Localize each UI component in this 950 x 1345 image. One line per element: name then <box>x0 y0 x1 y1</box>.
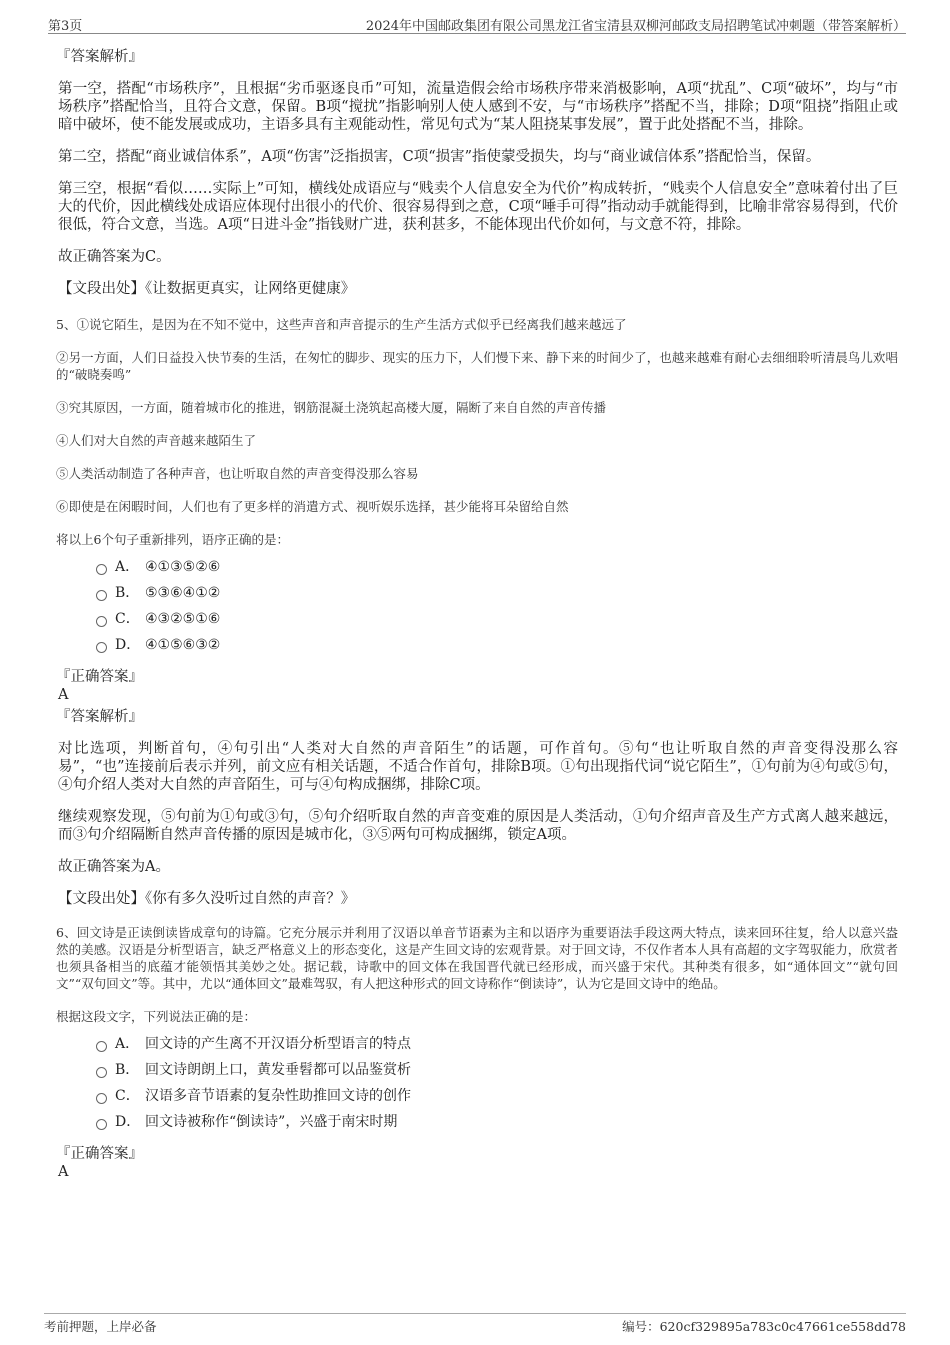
correct-answer: A <box>58 687 69 703</box>
source-citation: 【文段出处】《你有多久没听过自然的声音？》 <box>58 891 356 907</box>
q6-option-b[interactable]: B． 回文诗朗朗上口，黄发垂髫都可以品鉴赏析 <box>96 1061 898 1079</box>
q5-options <box>96 558 898 654</box>
q6-passage: 6、回文诗是正读倒读皆成章句的诗篇。它充分展示并利用了汉语以单音节语素为主和以语序为重要语法手段这两大特点，读来回环往复，给人以意兴盎然的美感。汉语是分析型语言，缺乏严格意义上的形态变化，这是产生回文诗的宏观背景。对于回文诗，不仅作者本人具有高超的文字驾驭能力，欣赏者也须具备相当的底蕴才能领悟其美妙之处。据记载，诗歌中的回文体在我国晋代就已经形成，而兴盛于宋代。其种类有很多，如“通体回文”“就句回文”“双句回文”等。其中，尤以“通体回文”最难驾驭，有人把这种形式的回文诗称作“倒读诗”，认为它是回文诗中的绝品。 <box>56 925 898 991</box>
q6-option-c[interactable]: C． 汉语多音节语素的复杂性助推回文诗的创作 <box>96 1087 898 1105</box>
q6-option-d[interactable]: D． 回文诗被称作“倒读诗”，兴盛于南宋时期 <box>96 1113 898 1131</box>
radio-icon[interactable] <box>96 1093 107 1104</box>
q5-sentence-3: ③究其原因，一方面，随着城市化的推进，钢筋混凝土浇筑起高楼大厦，隔断了来自自然的声音传播 <box>56 400 607 415</box>
page-footer <box>44 1313 906 1337</box>
analysis-label: 『答案解析』 <box>56 709 143 725</box>
q5-sentence-5: ⑤人类活动制造了各种声音，也让听取自然的声音变得没那么容易 <box>56 466 419 481</box>
q5-option-c[interactable]: C． ④③②⑤①⑥ <box>96 610 898 628</box>
q5-sentence-6: ⑥即使是在闲暇时间，人们也有了更多样的消遣方式、视听娱乐选择，甚少能将耳朵留给自然 <box>56 499 569 514</box>
correct-answer-label: 『正确答案』 <box>56 669 143 685</box>
q6-option-a[interactable]: A． 回文诗的产生离不开汉语分析型语言的特点 <box>96 1035 898 1053</box>
q5-sentence-2: ②另一方面，人们日益投入快节奏的生活，在匆忙的脚步、现实的压力下，人们慢下来、静下来的时间少了，也越来越难有耐心去细细聆听清晨鸟儿欢唱的“破晓奏鸣” <box>56 350 898 382</box>
analysis-paragraph: 第二空，搭配“商业诚信体系”，A项“伤害”泛指损害，C项“损害”指使蒙受损失，均与“商业诚信体系”搭配恰当，保留。 <box>58 149 821 165</box>
q5-sentence-1: 5、①说它陌生，是因为在不知不觉中，这些声音和声音提示的生产生活方式似乎已经离我们越来越远了 <box>56 317 627 332</box>
radio-icon[interactable] <box>96 590 107 601</box>
q5-option-d[interactable]: D． ④①⑤⑥③② <box>96 636 898 654</box>
q6-options <box>96 1035 898 1131</box>
analysis-label: 『答案解析』 <box>56 49 143 65</box>
q6-question: 根据这段文字，下列说法正确的是： <box>56 1009 257 1024</box>
analysis-conclusion: 故正确答案为C。 <box>58 249 171 265</box>
footer-slogan: 考前押题，上岸必备 <box>44 1319 157 1334</box>
source-citation: 【文段出处】《让数据更真实，让网络更健康》 <box>58 281 356 297</box>
page-header <box>48 13 906 34</box>
radio-icon[interactable] <box>96 642 107 653</box>
document-id: 编号：620cf329895a783c0c47661ce558dd78 <box>622 1319 906 1334</box>
analysis-paragraph: 继续观察发现，⑤句前为①句或③句，⑤句介绍听取自然的声音变难的原因是人类活动，①句介绍声音及生产方式离人越来越远，而③句介绍隔断自然声音传播的原因是城市化，③⑤两句可构成捆绑，锁定A项。 <box>58 809 898 843</box>
analysis-paragraph: 第三空，根据“看似……实际上”可知，横线处成语应与“贱卖个人信息安全为代价”构成转折，“贱卖个人信息安全”意味着付出了巨大的代价，因此横线处成语应体现付出很小的代价、很容易得到之意，C项“唾手可得”指动动手就能得到，比喻非常容易得到，代价很低，符合文意，当选。A项“日进斗金”指钱财广进，获利甚多，不能体现出代价如何，与文意不符，排除。 <box>58 181 898 233</box>
q5-option-b[interactable]: B． ⑤③⑥④①② <box>96 584 898 602</box>
document-title: 2024年中国邮政集团有限公司黑龙江省宝清县双柳河邮政支局招聘笔试冲刺题（带答案解析） <box>365 19 906 34</box>
analysis-conclusion: 故正确答案为A。 <box>58 859 170 875</box>
analysis-paragraph: 对比选项，判断首句，④句引出“人类对大自然的声音陌生”的话题，可作首句。⑤句“也让听取自然的声音变得没那么容易”，“也”连接前后表示并列，前文应有相关话题，不适合作首句，排除B项。①句出现指代词“说它陌生”，①句前为④句或⑤句，④句介绍人类对大自然的声音陌生，可与④句构成捆绑，排除C项。 <box>58 741 898 793</box>
page-number: 第3页 <box>48 19 83 34</box>
radio-icon[interactable] <box>96 1041 107 1052</box>
analysis-paragraph: 第一空，搭配“市场秩序”，且根据“劣币驱逐良币”可知，流量造假会给市场秩序带来消极影响，A项“扰乱”、C项“破坏”，均与“市场秩序”搭配恰当，且符合文意，保留。B项“搅扰”指影响别人使人感到不安，与“市场秩序”搭配不当，排除；D项“阻挠”指阻止或暗中破坏，使不能发展或成功，主语多具有主观能动性，常见句式为“某人阻挠某事发展”，置于此处搭配不当，排除。 <box>58 81 898 133</box>
correct-answer: A <box>58 1164 69 1180</box>
document-body <box>56 48 898 1185</box>
q5-sentence-4: ④人们对大自然的声音越来越陌生了 <box>56 433 257 448</box>
radio-icon[interactable] <box>96 564 107 575</box>
radio-icon[interactable] <box>96 1119 107 1130</box>
radio-icon[interactable] <box>96 1067 107 1078</box>
q5-question: 将以上6个句子重新排列，语序正确的是： <box>56 532 289 547</box>
q5-option-a[interactable]: A． ④①③⑤②⑥ <box>96 558 898 576</box>
radio-icon[interactable] <box>96 616 107 627</box>
correct-answer-label: 『正确答案』 <box>56 1146 143 1162</box>
